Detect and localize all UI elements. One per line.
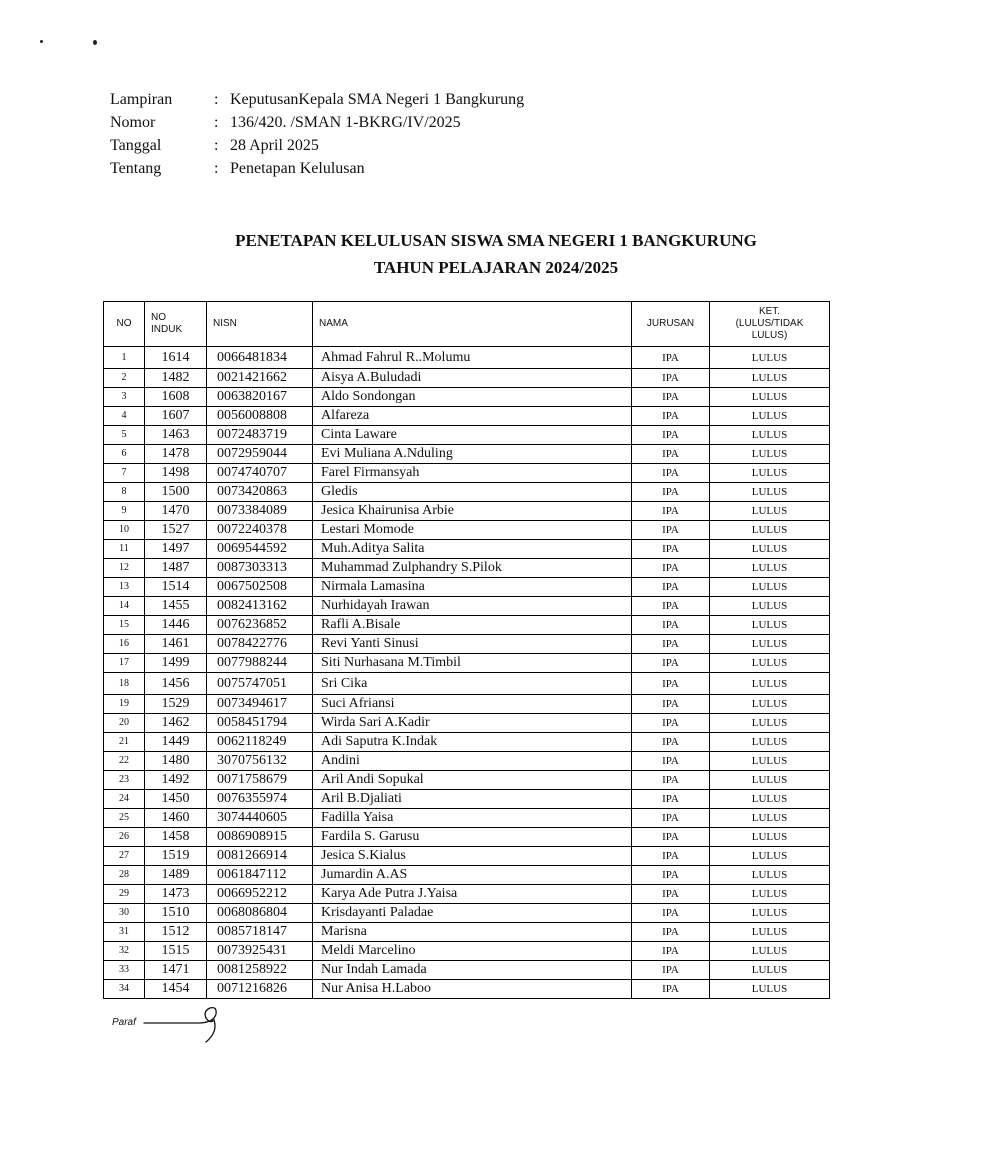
cell-nisn: 0085718147 bbox=[207, 923, 313, 942]
header-label: Lampiran bbox=[110, 90, 173, 108]
table-row bbox=[104, 923, 830, 942]
cell-ket: LULUS bbox=[710, 809, 830, 828]
table-row bbox=[104, 942, 830, 961]
cell-jurusan: IPA bbox=[632, 521, 710, 540]
cell-no-induk: 1449 bbox=[145, 733, 207, 752]
cell-nama: Aril Andi Sopukal bbox=[313, 771, 632, 790]
table-row bbox=[104, 597, 830, 616]
cell-nama: Revi Yanti Sinusi bbox=[313, 635, 632, 654]
col-header-ket-line1: KET. bbox=[758, 306, 781, 317]
cell-jurusan: IPA bbox=[632, 559, 710, 578]
cell-ket: LULUS bbox=[710, 445, 830, 464]
cell-no-induk: 1492 bbox=[145, 771, 207, 790]
table-row bbox=[104, 426, 830, 445]
cell-nisn: 0076236852 bbox=[207, 616, 313, 635]
cell-no: 28 bbox=[104, 866, 145, 885]
cell-jurusan: IPA bbox=[632, 578, 710, 597]
cell-jurusan: IPA bbox=[632, 790, 710, 809]
col-header-ket-line2: (LULUS/TIDAK bbox=[735, 318, 804, 329]
cell-no-induk: 1450 bbox=[145, 790, 207, 809]
cell-ket: LULUS bbox=[710, 790, 830, 809]
cell-jurusan: IPA bbox=[632, 540, 710, 559]
cell-nama: Karya Ade Putra J.Yaisa bbox=[313, 885, 632, 904]
cell-ket: LULUS bbox=[710, 695, 830, 714]
cell-no: 5 bbox=[104, 426, 145, 445]
cell-no: 27 bbox=[104, 847, 145, 866]
cell-nama: Evi Muliana A.Nduling bbox=[313, 445, 632, 464]
cell-nisn: 0072959044 bbox=[207, 445, 313, 464]
header-row bbox=[110, 88, 524, 111]
cell-jurusan: IPA bbox=[632, 388, 710, 407]
cell-ket: LULUS bbox=[710, 347, 830, 369]
title-line-1: PENETAPAN KELULUSAN SISWA SMA NEGERI 1 BANGKURUNG bbox=[235, 231, 757, 250]
col-header-no-induk-line1: NO bbox=[151, 312, 166, 323]
cell-nama: Muh.Aditya Salita bbox=[313, 540, 632, 559]
cell-nisn: 0081258922 bbox=[207, 961, 313, 980]
cell-nisn: 0076355974 bbox=[207, 790, 313, 809]
cell-no: 25 bbox=[104, 809, 145, 828]
cell-ket: LULUS bbox=[710, 407, 830, 426]
cell-jurusan: IPA bbox=[632, 866, 710, 885]
table-row bbox=[104, 695, 830, 714]
cell-jurusan: IPA bbox=[632, 445, 710, 464]
cell-nama: Nur Indah Lamada bbox=[313, 961, 632, 980]
table-row bbox=[104, 521, 830, 540]
cell-no-induk: 1498 bbox=[145, 464, 207, 483]
cell-nama: Nurhidayah Irawan bbox=[313, 597, 632, 616]
header-colon: : bbox=[214, 136, 219, 154]
cell-no: 7 bbox=[104, 464, 145, 483]
header-value: 28 April 2025 bbox=[230, 136, 319, 154]
cell-nisn: 0077988244 bbox=[207, 654, 313, 673]
cell-jurusan: IPA bbox=[632, 885, 710, 904]
table-row bbox=[104, 885, 830, 904]
table-row bbox=[104, 809, 830, 828]
col-header-no: NO bbox=[104, 302, 145, 347]
cell-nisn: 0082413162 bbox=[207, 597, 313, 616]
table-row bbox=[104, 559, 830, 578]
cell-ket: LULUS bbox=[710, 388, 830, 407]
table-row bbox=[104, 388, 830, 407]
cell-no-induk: 1608 bbox=[145, 388, 207, 407]
table-row bbox=[104, 347, 830, 369]
table-row bbox=[104, 502, 830, 521]
cell-ket: LULUS bbox=[710, 635, 830, 654]
cell-no: 14 bbox=[104, 597, 145, 616]
cell-nisn: 0078422776 bbox=[207, 635, 313, 654]
table-row bbox=[104, 616, 830, 635]
cell-ket: LULUS bbox=[710, 540, 830, 559]
cell-nama: Andini bbox=[313, 752, 632, 771]
cell-nisn: 0087303313 bbox=[207, 559, 313, 578]
cell-ket: LULUS bbox=[710, 923, 830, 942]
cell-nisn: 0058451794 bbox=[207, 714, 313, 733]
cell-jurusan: IPA bbox=[632, 828, 710, 847]
cell-nama: Aril B.Djaliati bbox=[313, 790, 632, 809]
table-row bbox=[104, 654, 830, 673]
table-row bbox=[104, 483, 830, 502]
table-row bbox=[104, 540, 830, 559]
cell-nama: Siti Nurhasana M.Timbil bbox=[313, 654, 632, 673]
cell-nama: Aldo Sondongan bbox=[313, 388, 632, 407]
cell-nama: Jumardin A.AS bbox=[313, 866, 632, 885]
cell-no-induk: 1473 bbox=[145, 885, 207, 904]
cell-nisn: 0062118249 bbox=[207, 733, 313, 752]
paraf-signature-icon bbox=[140, 1002, 230, 1047]
cell-no-induk: 1614 bbox=[145, 347, 207, 369]
cell-no-induk: 1478 bbox=[145, 445, 207, 464]
cell-ket: LULUS bbox=[710, 654, 830, 673]
paraf-label bbox=[112, 1017, 136, 1028]
cell-no-induk: 1487 bbox=[145, 559, 207, 578]
header-colon: : bbox=[214, 159, 219, 177]
table-row bbox=[104, 904, 830, 923]
cell-nama: Muhammad Zulphandry S.Pilok bbox=[313, 559, 632, 578]
cell-no-induk: 1510 bbox=[145, 904, 207, 923]
cell-no: 8 bbox=[104, 483, 145, 502]
cell-ket: LULUS bbox=[710, 942, 830, 961]
cell-no: 34 bbox=[104, 980, 145, 999]
cell-ket: LULUS bbox=[710, 980, 830, 999]
header-label: Nomor bbox=[110, 113, 156, 131]
cell-no: 10 bbox=[104, 521, 145, 540]
cell-nama: Meldi Marcelino bbox=[313, 942, 632, 961]
cell-nama: Gledis bbox=[313, 483, 632, 502]
cell-no: 26 bbox=[104, 828, 145, 847]
cell-jurusan: IPA bbox=[632, 847, 710, 866]
cell-no-induk: 1489 bbox=[145, 866, 207, 885]
cell-nisn: 0073494617 bbox=[207, 695, 313, 714]
cell-no: 23 bbox=[104, 771, 145, 790]
scan-speck bbox=[40, 40, 43, 43]
cell-no: 22 bbox=[104, 752, 145, 771]
col-header-no-induk bbox=[145, 302, 207, 347]
cell-jurusan: IPA bbox=[632, 654, 710, 673]
graduation-table bbox=[103, 301, 830, 999]
cell-no-induk: 1515 bbox=[145, 942, 207, 961]
cell-no-induk: 1514 bbox=[145, 578, 207, 597]
cell-nama: Suci Afriansi bbox=[313, 695, 632, 714]
cell-nisn: 0086908915 bbox=[207, 828, 313, 847]
cell-jurusan: IPA bbox=[632, 347, 710, 369]
header-colon: : bbox=[214, 113, 219, 131]
cell-nisn: 0071216826 bbox=[207, 980, 313, 999]
table-row bbox=[104, 847, 830, 866]
cell-ket: LULUS bbox=[710, 714, 830, 733]
cell-no-induk: 1529 bbox=[145, 695, 207, 714]
cell-no: 2 bbox=[104, 369, 145, 388]
cell-ket: LULUS bbox=[710, 559, 830, 578]
cell-nama: Krisdayanti Paladae bbox=[313, 904, 632, 923]
col-header-jurusan: JURUSAN bbox=[632, 302, 710, 347]
cell-ket: LULUS bbox=[710, 483, 830, 502]
header-label: Tentang bbox=[110, 159, 162, 177]
col-header-no-induk-line2: INDUK bbox=[151, 324, 183, 335]
cell-nama: Ahmad Fahrul R..Molumu bbox=[313, 347, 632, 369]
cell-ket: LULUS bbox=[710, 961, 830, 980]
cell-jurusan: IPA bbox=[632, 752, 710, 771]
document-header bbox=[110, 88, 524, 180]
cell-no-induk: 1471 bbox=[145, 961, 207, 980]
cell-jurusan: IPA bbox=[632, 597, 710, 616]
cell-nisn: 0066481834 bbox=[207, 347, 313, 369]
cell-nisn: 0067502508 bbox=[207, 578, 313, 597]
cell-nama: Fardila S. Garusu bbox=[313, 828, 632, 847]
cell-jurusan: IPA bbox=[632, 464, 710, 483]
cell-no-induk: 1461 bbox=[145, 635, 207, 654]
cell-no: 18 bbox=[104, 673, 145, 695]
cell-jurusan: IPA bbox=[632, 714, 710, 733]
cell-no: 29 bbox=[104, 885, 145, 904]
cell-jurusan: IPA bbox=[632, 942, 710, 961]
cell-no: 24 bbox=[104, 790, 145, 809]
table-row bbox=[104, 578, 830, 597]
table-header-row bbox=[104, 302, 830, 347]
header-row bbox=[110, 134, 524, 157]
cell-nama: Rafli A.Bisale bbox=[313, 616, 632, 635]
cell-ket: LULUS bbox=[710, 673, 830, 695]
cell-no: 13 bbox=[104, 578, 145, 597]
cell-jurusan: IPA bbox=[632, 635, 710, 654]
paraf-text: Paraf bbox=[112, 1017, 136, 1028]
cell-ket: LULUS bbox=[710, 597, 830, 616]
table-row bbox=[104, 733, 830, 752]
cell-no-induk: 1512 bbox=[145, 923, 207, 942]
cell-nama: Nirmala Lamasina bbox=[313, 578, 632, 597]
cell-no-induk: 1500 bbox=[145, 483, 207, 502]
cell-ket: LULUS bbox=[710, 904, 830, 923]
cell-nama: Sri Cika bbox=[313, 673, 632, 695]
cell-no: 1 bbox=[104, 347, 145, 369]
cell-no: 33 bbox=[104, 961, 145, 980]
header-value: KeputusanKepala SMA Negeri 1 Bangkurung bbox=[230, 90, 525, 108]
cell-nisn: 0073925431 bbox=[207, 942, 313, 961]
title-line-2: TAHUN PELAJARAN 2024/2025 bbox=[373, 258, 619, 277]
cell-nama: Aisya A.Buludadi bbox=[313, 369, 632, 388]
cell-ket: LULUS bbox=[710, 847, 830, 866]
cell-no-induk: 1480 bbox=[145, 752, 207, 771]
cell-no: 17 bbox=[104, 654, 145, 673]
cell-no-induk: 1462 bbox=[145, 714, 207, 733]
cell-jurusan: IPA bbox=[632, 961, 710, 980]
cell-no-induk: 1499 bbox=[145, 654, 207, 673]
table-row bbox=[104, 407, 830, 426]
cell-no-induk: 1470 bbox=[145, 502, 207, 521]
cell-nisn: 0071758679 bbox=[207, 771, 313, 790]
cell-nama: Alfareza bbox=[313, 407, 632, 426]
cell-nama: Marisna bbox=[313, 923, 632, 942]
cell-nama: Adi Saputra K.Indak bbox=[313, 733, 632, 752]
col-header-nama: NAMA bbox=[313, 302, 632, 347]
cell-nisn: 0068086804 bbox=[207, 904, 313, 923]
cell-ket: LULUS bbox=[710, 426, 830, 445]
cell-no-induk: 1497 bbox=[145, 540, 207, 559]
table-row bbox=[104, 961, 830, 980]
cell-no: 19 bbox=[104, 695, 145, 714]
cell-nama: Farel Firmansyah bbox=[313, 464, 632, 483]
table-row bbox=[104, 790, 830, 809]
table-row bbox=[104, 714, 830, 733]
col-header-ket-line3: LULUS) bbox=[751, 330, 788, 341]
cell-no: 32 bbox=[104, 942, 145, 961]
cell-no-induk: 1446 bbox=[145, 616, 207, 635]
cell-jurusan: IPA bbox=[632, 771, 710, 790]
cell-nisn: 0061847112 bbox=[207, 866, 313, 885]
header-value: 136/420. /SMAN 1-BKRG/IV/2025 bbox=[230, 113, 461, 131]
header-colon: : bbox=[214, 90, 219, 108]
cell-ket: LULUS bbox=[710, 616, 830, 635]
cell-nisn: 0063820167 bbox=[207, 388, 313, 407]
header-value: Penetapan Kelulusan bbox=[230, 159, 365, 177]
cell-no: 12 bbox=[104, 559, 145, 578]
cell-no-induk: 1458 bbox=[145, 828, 207, 847]
cell-ket: LULUS bbox=[710, 771, 830, 790]
cell-jurusan: IPA bbox=[632, 407, 710, 426]
table-row bbox=[104, 464, 830, 483]
cell-ket: LULUS bbox=[710, 464, 830, 483]
cell-nama: Cinta Laware bbox=[313, 426, 632, 445]
cell-jurusan: IPA bbox=[632, 426, 710, 445]
cell-no-induk: 1607 bbox=[145, 407, 207, 426]
cell-no: 15 bbox=[104, 616, 145, 635]
cell-nisn: 0072483719 bbox=[207, 426, 313, 445]
table-row bbox=[104, 752, 830, 771]
cell-nisn: 0072240378 bbox=[207, 521, 313, 540]
cell-no-induk: 1456 bbox=[145, 673, 207, 695]
cell-jurusan: IPA bbox=[632, 502, 710, 521]
cell-ket: LULUS bbox=[710, 369, 830, 388]
cell-no: 31 bbox=[104, 923, 145, 942]
cell-nisn: 0073420863 bbox=[207, 483, 313, 502]
cell-no: 16 bbox=[104, 635, 145, 654]
header-row bbox=[110, 157, 524, 180]
header-row bbox=[110, 111, 524, 134]
table-row bbox=[104, 771, 830, 790]
cell-jurusan: IPA bbox=[632, 369, 710, 388]
cell-no-induk: 1455 bbox=[145, 597, 207, 616]
header-label: Tanggal bbox=[110, 136, 162, 154]
cell-no-induk: 1482 bbox=[145, 369, 207, 388]
cell-ket: LULUS bbox=[710, 502, 830, 521]
document-title bbox=[100, 227, 892, 281]
cell-no: 11 bbox=[104, 540, 145, 559]
cell-nama: Wirda Sari A.Kadir bbox=[313, 714, 632, 733]
cell-jurusan: IPA bbox=[632, 733, 710, 752]
cell-nisn: 0066952212 bbox=[207, 885, 313, 904]
cell-jurusan: IPA bbox=[632, 980, 710, 999]
cell-nisn: 0021421662 bbox=[207, 369, 313, 388]
table-row bbox=[104, 369, 830, 388]
cell-jurusan: IPA bbox=[632, 904, 710, 923]
cell-jurusan: IPA bbox=[632, 695, 710, 714]
cell-no: 6 bbox=[104, 445, 145, 464]
cell-nisn: 3074440605 bbox=[207, 809, 313, 828]
cell-nisn: 3070756132 bbox=[207, 752, 313, 771]
table-row bbox=[104, 635, 830, 654]
cell-no-induk: 1463 bbox=[145, 426, 207, 445]
cell-no-induk: 1454 bbox=[145, 980, 207, 999]
table-row bbox=[104, 445, 830, 464]
cell-nisn: 0056008808 bbox=[207, 407, 313, 426]
col-header-ket bbox=[710, 302, 830, 347]
table-row bbox=[104, 673, 830, 695]
cell-no-induk: 1460 bbox=[145, 809, 207, 828]
cell-nisn: 0073384089 bbox=[207, 502, 313, 521]
cell-no: 3 bbox=[104, 388, 145, 407]
cell-jurusan: IPA bbox=[632, 616, 710, 635]
cell-nisn: 0075747051 bbox=[207, 673, 313, 695]
col-header-nisn: NISN bbox=[207, 302, 313, 347]
table-row bbox=[104, 980, 830, 999]
cell-ket: LULUS bbox=[710, 521, 830, 540]
cell-nisn: 0081266914 bbox=[207, 847, 313, 866]
cell-ket: LULUS bbox=[710, 885, 830, 904]
cell-no: 21 bbox=[104, 733, 145, 752]
cell-no: 9 bbox=[104, 502, 145, 521]
cell-ket: LULUS bbox=[710, 866, 830, 885]
cell-jurusan: IPA bbox=[632, 673, 710, 695]
cell-nama: Jesica S.Kialus bbox=[313, 847, 632, 866]
cell-nama: Lestari Momode bbox=[313, 521, 632, 540]
cell-ket: LULUS bbox=[710, 752, 830, 771]
table-row bbox=[104, 866, 830, 885]
cell-jurusan: IPA bbox=[632, 483, 710, 502]
cell-ket: LULUS bbox=[710, 733, 830, 752]
cell-ket: LULUS bbox=[710, 578, 830, 597]
table-row bbox=[104, 828, 830, 847]
cell-nama: Fadilla Yaisa bbox=[313, 809, 632, 828]
cell-no: 20 bbox=[104, 714, 145, 733]
cell-nisn: 0074740707 bbox=[207, 464, 313, 483]
cell-no-induk: 1527 bbox=[145, 521, 207, 540]
cell-jurusan: IPA bbox=[632, 923, 710, 942]
cell-nisn: 0069544592 bbox=[207, 540, 313, 559]
cell-jurusan: IPA bbox=[632, 809, 710, 828]
scan-speck bbox=[93, 40, 97, 45]
cell-no: 30 bbox=[104, 904, 145, 923]
cell-ket: LULUS bbox=[710, 828, 830, 847]
cell-nama: Jesica Khairunisa Arbie bbox=[313, 502, 632, 521]
cell-no-induk: 1519 bbox=[145, 847, 207, 866]
cell-no: 4 bbox=[104, 407, 145, 426]
cell-nama: Nur Anisa H.Laboo bbox=[313, 980, 632, 999]
